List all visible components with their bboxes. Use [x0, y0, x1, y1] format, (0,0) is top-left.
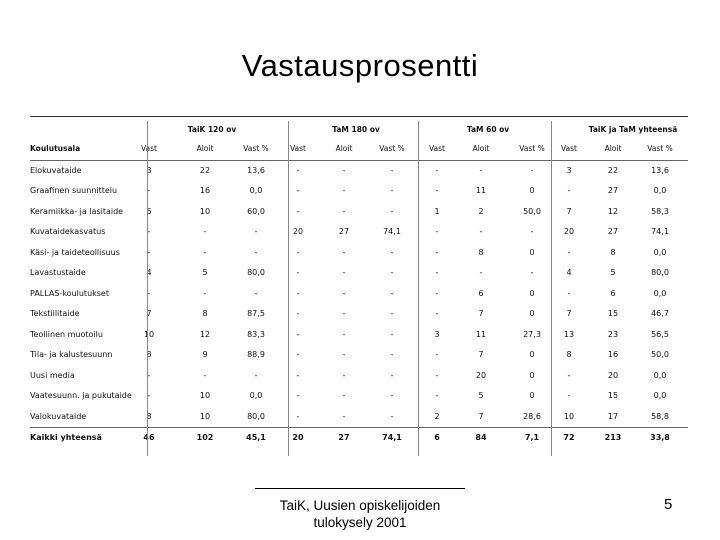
table-row: [30, 386, 688, 407]
table-cell: -: [435, 370, 439, 380]
table-cell: -: [296, 411, 300, 421]
table-cell: 87,5: [247, 309, 265, 318]
table-row: [30, 181, 688, 202]
table-cell: 0: [529, 247, 535, 257]
table-cell: 3: [146, 165, 152, 175]
table-cell: -: [254, 227, 258, 236]
column-header: Vast %: [647, 144, 673, 153]
row-label: Graafinen suunnittelu: [30, 186, 118, 195]
row-label: Uusi media: [30, 370, 75, 380]
row-label: Keramiikka- ja lasitaide: [30, 206, 124, 216]
table-cell: 88,9: [247, 350, 265, 359]
table-cell: 12: [607, 206, 619, 216]
table-cell: 0: [529, 350, 535, 359]
table-cell: 16: [199, 186, 211, 195]
table-cell: 11: [475, 329, 487, 339]
table-cell: -: [530, 268, 534, 277]
table-cell: 0,0: [653, 247, 667, 257]
table-cell: 0,0: [653, 391, 667, 400]
table-cell: 0: [529, 370, 535, 380]
table-cell: -: [147, 227, 151, 236]
table-cell: 0: [529, 391, 535, 400]
table-cell: 56,5: [651, 329, 669, 339]
table-cell: 74,1: [383, 227, 401, 236]
table-cell: -: [342, 288, 346, 298]
table-cell: 10: [199, 391, 211, 400]
table-cell: -: [390, 370, 394, 380]
table-cell: -: [296, 309, 300, 318]
column-header: Aloit: [604, 144, 622, 153]
table-cell: -: [342, 186, 346, 195]
table-row: [30, 366, 688, 387]
footer-line: tulokysely 2001: [313, 515, 407, 530]
page-title: Vastausprosentti: [241, 48, 479, 83]
table-cell: 7: [146, 309, 152, 318]
total-cell: 46: [143, 433, 155, 442]
column-header: Vast: [141, 144, 157, 153]
table-cell: -: [296, 391, 300, 400]
column-header-label: Koulutusala: [30, 144, 81, 153]
table-row: [30, 222, 688, 243]
table-cell: 0,0: [653, 186, 667, 195]
table-cell: -: [567, 247, 571, 257]
response-rate-table: [30, 121, 688, 449]
total-cell: 72: [563, 433, 575, 442]
table-cell: 11: [475, 186, 487, 195]
table-row: [30, 243, 688, 264]
table-row: [30, 284, 688, 305]
table-cell: -: [296, 350, 300, 359]
table-cell: -: [342, 329, 346, 339]
table-cell: -: [435, 350, 439, 359]
table-cell: -: [147, 288, 151, 298]
table-cell: -: [342, 411, 346, 421]
row-label: Vaatesuunn. ja pukutaide: [30, 391, 132, 400]
table-cell: 5: [610, 268, 616, 277]
table-cell: 7: [566, 206, 572, 216]
row-label: Lavastustaide: [30, 268, 86, 277]
table-cell: -: [390, 411, 394, 421]
table-cell: -: [435, 186, 439, 195]
table-cell: -: [390, 391, 394, 400]
group-header: TaiK ja TaM yhteensä: [588, 125, 678, 134]
table-cell: 7: [478, 350, 484, 359]
table-cell: -: [435, 391, 439, 400]
table-cell: -: [147, 370, 151, 380]
table-cell: -: [479, 165, 483, 175]
table-cell: 50,0: [523, 206, 541, 216]
page-number: 5: [664, 496, 673, 513]
table-cell: 83,3: [247, 329, 265, 339]
table-cell: -: [390, 268, 394, 277]
table-cell: -: [254, 288, 258, 298]
table-cell: -: [342, 268, 346, 277]
column-divider: [418, 121, 419, 456]
row-label: Käsi- ja taideteollisuus: [30, 247, 120, 257]
table-cell: 7: [566, 309, 572, 318]
table-cell: 9: [202, 350, 208, 359]
table-cell: -: [296, 206, 300, 216]
total-cell: 33,8: [650, 433, 670, 442]
column-header: Vast: [561, 144, 577, 153]
table-cell: 74,1: [651, 227, 669, 236]
table-row: [30, 325, 688, 346]
group-header-row: [30, 121, 688, 139]
table-cell: 4: [566, 268, 572, 277]
total-cell: 102: [196, 433, 214, 442]
table-cell: -: [342, 391, 346, 400]
table-cell: -: [390, 165, 394, 175]
total-row: [30, 427, 688, 449]
table-cell: -: [203, 227, 207, 236]
table-cell: 0,0: [249, 186, 263, 195]
total-cell: 7,1: [524, 433, 540, 442]
table-cell: 13,6: [247, 165, 265, 175]
table-cell: 80,0: [247, 411, 265, 421]
total-cell: 84: [475, 433, 487, 442]
group-header: TaM 60 ov: [466, 125, 510, 134]
table-cell: -: [390, 350, 394, 359]
table-cell: 58,3: [651, 206, 669, 216]
column-header: Aloit: [196, 144, 214, 153]
column-header: Vast %: [519, 144, 545, 153]
table-cell: 80,0: [247, 268, 265, 277]
row-label: Valokuvataide: [30, 411, 87, 421]
table-cell: 10: [199, 206, 211, 216]
row-label: Tila- ja kalustesuunn: [30, 350, 113, 359]
table-row: [30, 345, 688, 366]
table-cell: 27: [607, 186, 619, 195]
total-cell: 6: [434, 433, 440, 442]
table-cell: 0: [529, 186, 535, 195]
total-cell: 74,1: [382, 433, 402, 442]
table-cell: 80,0: [651, 268, 669, 277]
table-cell: 2: [478, 206, 484, 216]
table-cell: 0: [529, 288, 535, 298]
table-cell: 13,6: [651, 165, 669, 175]
table-cell: -: [342, 165, 346, 175]
column-divider: [551, 121, 552, 456]
table-cell: 10: [563, 411, 575, 421]
table-cell: 13: [563, 329, 575, 339]
table-cell: 46,7: [651, 309, 669, 318]
table-cell: -: [390, 186, 394, 195]
table-row: [30, 304, 688, 325]
column-header: Vast %: [243, 144, 269, 153]
table-cell: -: [435, 227, 439, 236]
table-cell: 58,8: [651, 411, 669, 421]
table-row: [30, 161, 688, 182]
table-cell: 60,0: [247, 206, 265, 216]
column-header: Aloit: [335, 144, 353, 153]
table-cell: 20: [475, 370, 487, 380]
table-cell: 27: [607, 227, 619, 236]
table-cell: -: [390, 329, 394, 339]
table-cell: 0,0: [249, 391, 263, 400]
table-cell: 28,6: [523, 411, 541, 421]
total-cell: 213: [604, 433, 622, 442]
table-body: [30, 161, 688, 428]
table-cell: -: [254, 247, 258, 257]
table-cell: -: [147, 247, 151, 257]
table-cell: 3: [434, 329, 440, 339]
column-header: Aloit: [472, 144, 490, 153]
table-cell: -: [342, 350, 346, 359]
table-cell: -: [296, 165, 300, 175]
table-cell: -: [435, 268, 439, 277]
table-cell: 5: [478, 391, 484, 400]
row-label: Kuvataidekasvatus: [30, 227, 106, 236]
table-cell: 1: [434, 206, 440, 216]
table-cell: 8: [146, 411, 152, 421]
table-cell: -: [203, 370, 207, 380]
table-cell: 3: [566, 165, 572, 175]
table-cell: -: [296, 186, 300, 195]
footer-source: [255, 488, 465, 531]
table-cell: -: [567, 391, 571, 400]
table-cell: -: [296, 370, 300, 380]
table-cell: -: [390, 309, 394, 318]
table-cell: 6: [146, 206, 152, 216]
footer-line: TaiK, Uusien opiskelijoiden: [279, 498, 441, 513]
table-cell: 22: [199, 165, 211, 175]
table-cell: -: [296, 268, 300, 277]
table-cell: -: [342, 206, 346, 216]
table-cell: -: [479, 227, 483, 236]
column-header-row: [30, 139, 688, 161]
table-cell: 8: [146, 350, 152, 359]
table-cell: -: [342, 247, 346, 257]
table-cell: 15: [607, 391, 619, 400]
table-cell: -: [435, 288, 439, 298]
total-label: Kaikki yhteensä: [30, 433, 102, 442]
table-cell: -: [435, 247, 439, 257]
row-label: Teollinen muotoilu: [30, 329, 103, 339]
table-cell: 15: [607, 309, 619, 318]
total-cell: 45,1: [246, 433, 266, 442]
column-divider: [288, 121, 289, 456]
table-row: [30, 407, 688, 428]
table-cell: 20: [563, 227, 575, 236]
table-cell: 7: [478, 411, 484, 421]
table-cell: 8: [478, 247, 484, 257]
table-cell: 5: [202, 268, 208, 277]
table-cell: 20: [292, 227, 304, 236]
table-cell: -: [435, 309, 439, 318]
table-cell: 4: [146, 268, 152, 277]
table-cell: -: [296, 247, 300, 257]
table-cell: 27: [338, 227, 350, 236]
table-cell: -: [296, 288, 300, 298]
table-cell: -: [479, 268, 483, 277]
table-cell: -: [530, 227, 534, 236]
table-cell: 50,0: [651, 350, 669, 359]
table-cell: 8: [566, 350, 572, 359]
row-label: Tekstiilitaide: [30, 309, 80, 318]
table-cell: 10: [199, 411, 211, 421]
table-cell: -: [147, 391, 151, 400]
table-row: [30, 202, 688, 223]
table-row: [30, 263, 688, 284]
table-cell: -: [254, 370, 258, 380]
table-cell: 17: [607, 411, 619, 421]
group-header: TaM 180 ov: [332, 125, 380, 134]
table-cell: 0,0: [653, 288, 667, 298]
top-rule: [30, 116, 688, 117]
table-cell: -: [390, 206, 394, 216]
table-cell: 2: [434, 411, 440, 421]
total-cell: 20: [292, 433, 304, 442]
table-cell: -: [342, 370, 346, 380]
table-cell: 6: [478, 288, 484, 298]
table-cell: 12: [199, 329, 211, 339]
row-label: PALLAS-koulutukset: [30, 288, 109, 298]
table-cell: 16: [607, 350, 619, 359]
table-cell: -: [435, 165, 439, 175]
table-cell: -: [203, 288, 207, 298]
table-cell: 6: [610, 288, 616, 298]
column-header: Vast: [290, 144, 306, 153]
group-header: TaiK 120 ov: [187, 125, 237, 134]
row-label: Elokuvataide: [30, 165, 82, 175]
table-cell: -: [147, 186, 151, 195]
table-cell: 0,0: [653, 370, 667, 380]
table-cell: -: [390, 247, 394, 257]
table-cell: -: [390, 288, 394, 298]
table-cell: 22: [607, 165, 619, 175]
table-cell: 27,3: [523, 329, 541, 339]
table-cell: 8: [202, 309, 208, 318]
column-header: Vast: [429, 144, 445, 153]
table-cell: -: [203, 247, 207, 257]
table-cell: -: [296, 329, 300, 339]
table-cell: -: [342, 309, 346, 318]
table-cell: -: [567, 288, 571, 298]
column-divider: [147, 121, 148, 456]
table-cell: 20: [607, 370, 619, 380]
table-cell: -: [567, 370, 571, 380]
total-cell: 27: [338, 433, 350, 442]
table-cell: -: [530, 165, 534, 175]
table-cell: 0: [529, 309, 535, 318]
table-cell: 7: [478, 309, 484, 318]
column-header: Vast %: [379, 144, 405, 153]
table-cell: 8: [610, 247, 616, 257]
table-cell: 23: [607, 329, 619, 339]
table-cell: -: [567, 186, 571, 195]
table-cell: 10: [143, 329, 155, 339]
